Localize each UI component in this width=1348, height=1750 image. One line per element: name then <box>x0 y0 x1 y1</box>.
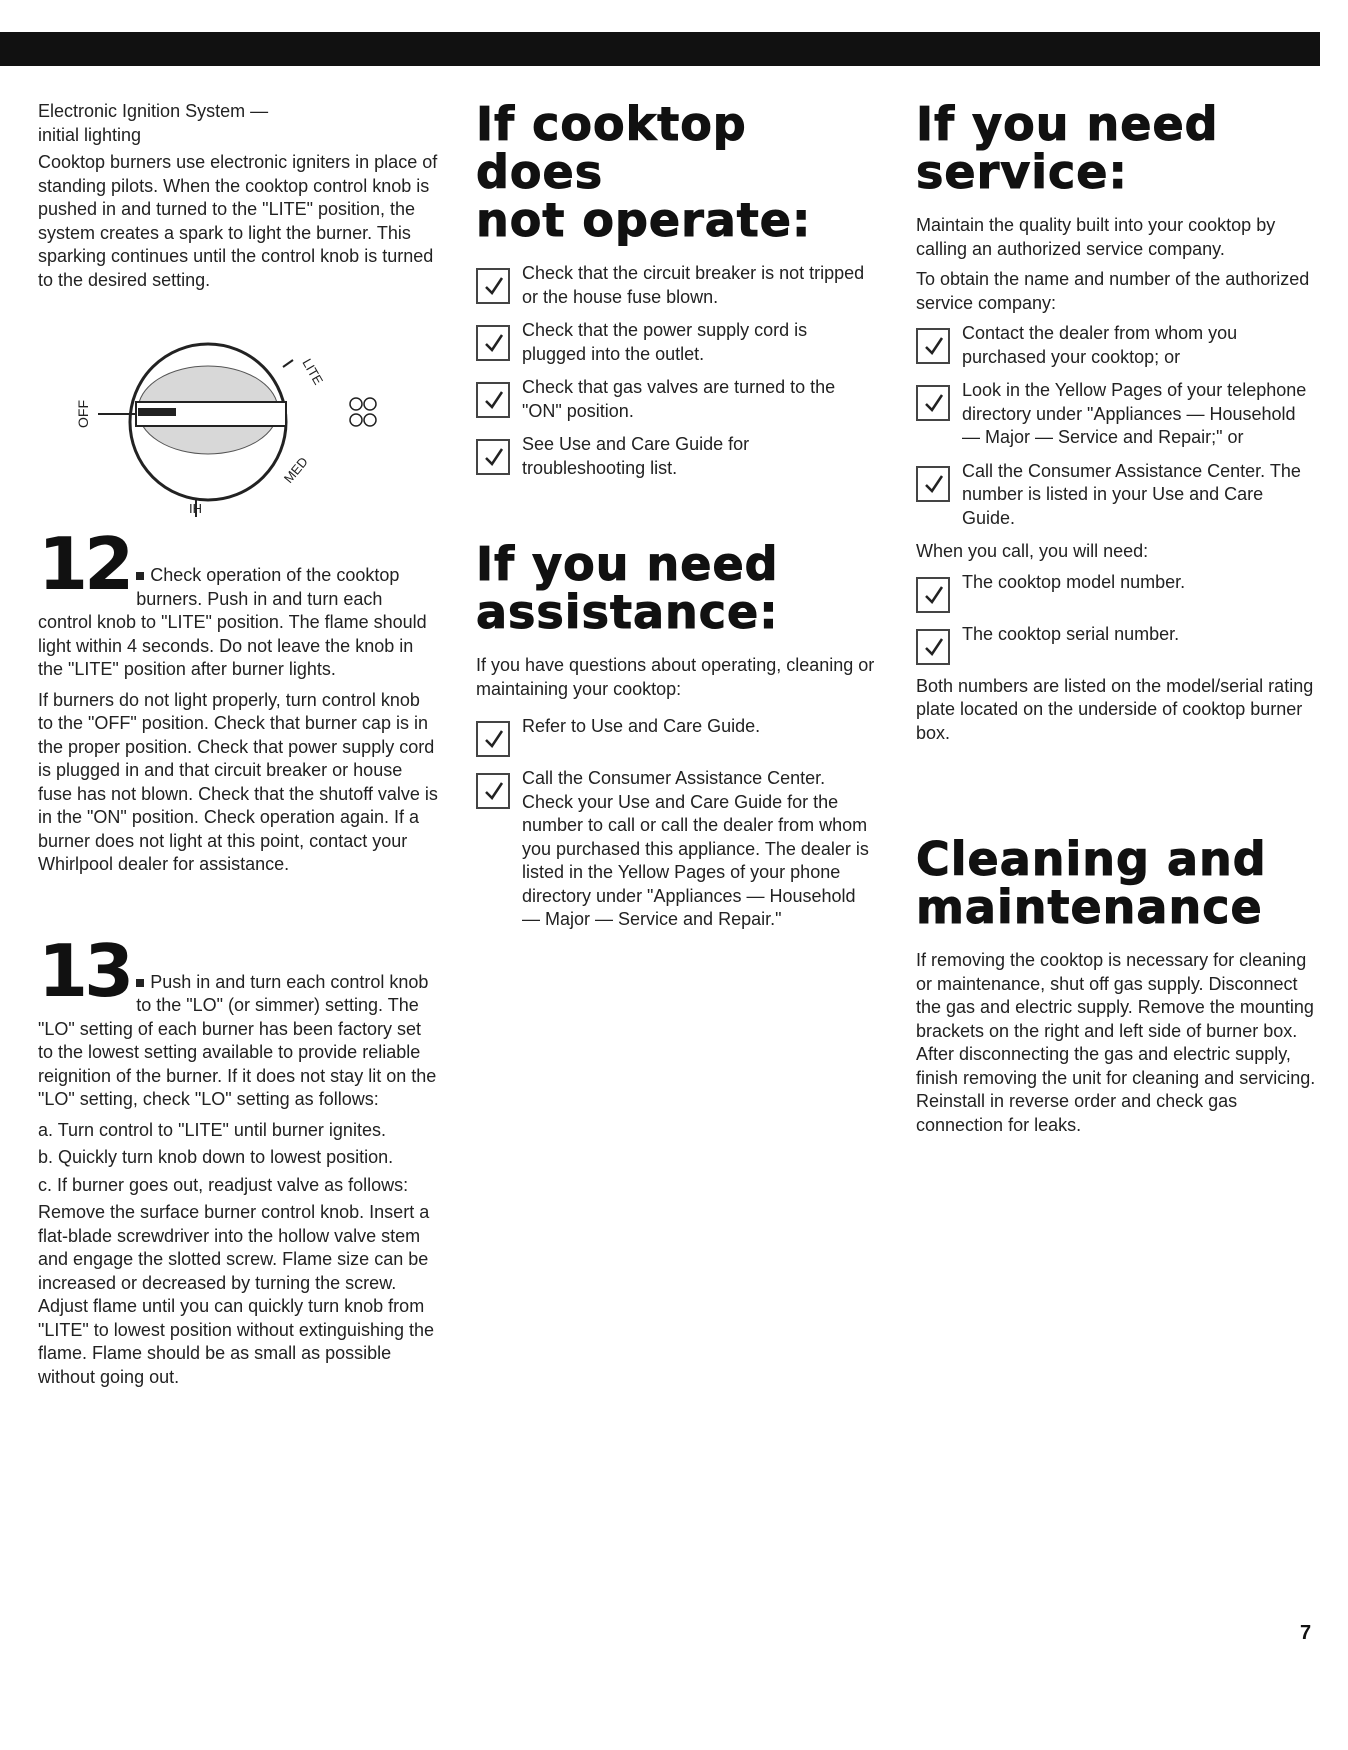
step-12-number: 12 <box>38 522 131 606</box>
not-operate-checklist <box>476 262 876 480</box>
checkmark-icon <box>476 325 510 361</box>
checklist-item <box>916 322 1316 369</box>
checklist-item <box>916 379 1316 450</box>
heading-service <box>916 97 1316 199</box>
step-13-item-c: c. If burner goes out, readjust valve as follows: <box>38 1174 409 1195</box>
heading-not-operate-line2: not operate: <box>476 193 812 247</box>
service-need-checklist <box>916 571 1316 665</box>
ignition-body: Cooktop burners use electronic igniters in place of standing pilots. When the cooktop control knob is pushed in and turned to the "LITE" position, the system creates a spark to light the burner. This sparking continues until the control knob is turned to the desired setting. <box>38 152 438 290</box>
heading-cleaning <box>916 832 1316 934</box>
column-right <box>916 97 1316 1144</box>
page-number: 7 <box>1300 1622 1312 1644</box>
checklist-item <box>916 623 1316 665</box>
heading-not-operate <box>476 97 876 247</box>
heading-assistance <box>476 537 876 639</box>
service-checklist <box>916 322 1316 530</box>
checklist-item <box>916 460 1316 531</box>
checklist-item <box>476 715 876 757</box>
checklist-item <box>476 262 876 309</box>
checklist-item-text: The cooktop serial number. <box>962 623 1180 644</box>
checkmark-icon <box>916 385 950 421</box>
service-para1: Maintain the quality built into your cooktop by calling an authorized service company. <box>916 215 1276 259</box>
heading-assistance-line2: assistance: <box>476 585 779 639</box>
column-middle <box>476 97 876 942</box>
heading-cleaning-line2: maintenance <box>916 880 1263 934</box>
heading-service-line1: If you need <box>916 97 1219 151</box>
checklist-item-text: Check that gas valves are turned to the "ON" position. <box>522 377 836 421</box>
assistance-intro: If you have questions about operating, cleaning or maintaining your cooktop: <box>476 655 875 699</box>
step-bullet <box>136 979 144 987</box>
heading-not-operate-line1: If cooktop does <box>476 97 747 199</box>
column-left <box>38 100 438 1396</box>
checklist-item-text: Call the Consumer Assistance Center. Check your Use and Care Guide for the number to call or call the dealer from whom you purchased this appliance. The dealer is listed in the Yellow Pages of your phone directory under "Appliances — Household — Major — Service and Repair." <box>522 768 869 929</box>
checklist-item <box>476 433 876 480</box>
checklist-item <box>476 376 876 423</box>
checkmark-icon <box>916 629 950 665</box>
checklist-item <box>476 767 876 932</box>
checkmark-icon <box>476 721 510 757</box>
checklist-item-text: Call the Consumer Assistance Center. The number is listed in your Use and Care Guide. <box>962 460 1301 528</box>
service-need-intro: When you call, you will need: <box>916 541 1149 561</box>
step-13 <box>38 928 438 1390</box>
checklist-item-text: The cooktop model number. <box>962 571 1186 592</box>
checklist-item-text: See Use and Care Guide for troubleshooting list. <box>522 434 750 478</box>
knob-label-off: OFF <box>75 400 91 428</box>
checkmark-icon <box>476 268 510 304</box>
checklist-item-text: Check that the power supply cord is plugged into the outlet. <box>522 320 808 364</box>
knob-label-hi: HI <box>189 501 202 516</box>
checklist-item-text: Look in the Yellow Pages of your telephone directory under "Appliances — Household — Major — Service and Repair;" or <box>962 380 1307 447</box>
knob-label-lite: LITE <box>299 356 327 388</box>
checkmark-icon <box>916 328 950 364</box>
step-12-para2: If burners do not light properly, turn control knob to the "OFF" position. Check that burner cap is in the proper position. Check that power supply cord is plugged in and that circuit breaker or house fuse has not blown. Check that the shutoff valve is in the "ON" position. Check operation again. If a burner does not light at this point, contact your Whirlpool dealer for assistance. <box>38 689 438 874</box>
ignition-subtitle-line1: Electronic Ignition System — <box>38 101 269 121</box>
checkmark-icon <box>916 466 950 502</box>
step-12 <box>38 522 438 877</box>
step-13-item-a: a. Turn control to "LITE" until burner ignites. <box>38 1119 386 1140</box>
step-13-para1-text: Push in and turn each control knob to the "LO" (or simmer) setting. The "LO" setting of each burner has been factory set to the lowest setting available to provide reliable reignition of the burner. If it does not stay lit on the "LO" setting, check "LO" setting as follows: <box>38 971 437 1109</box>
step-13-number: 13 <box>38 928 131 1013</box>
ignition-subtitle <box>38 100 438 147</box>
step-12-para1-text: Check operation of the cooktop burners. Push in and turn each control knob to "LITE" position. The flame should light within 4 seconds. Do not leave the knob in the "LITE" position after burner lights. <box>38 565 427 679</box>
cleaning-body: If removing the cooktop is necessary for cleaning or maintenance, shut off gas supply. Disconnect the gas and electric supply. Remove the mounting brackets on the right and left side of burner box. After disconnecting the gas and electric supply, finish removing the unit for cleaning and servicing. Reinstall in reverse order and check gas connection for leaks. <box>916 950 1316 1135</box>
heading-service-line2: service: <box>916 145 1128 199</box>
step-13-item-b: b. Quickly turn knob down to lowest position. <box>38 1147 394 1167</box>
checklist-item <box>476 319 876 366</box>
checkmark-icon <box>476 773 510 809</box>
checkmark-icon <box>476 439 510 475</box>
checklist-item-text: Check that the circuit breaker is not tripped or the house fuse blown. <box>522 263 865 307</box>
checklist-item-text: Contact the dealer from whom you purchased your cooktop; or <box>962 323 1238 367</box>
assistance-checklist <box>476 715 876 932</box>
header-bar <box>0 32 1320 66</box>
ignition-subtitle-line2: initial lighting <box>38 124 142 145</box>
checklist-item <box>916 571 1316 613</box>
step-bullet <box>136 572 144 580</box>
service-para2: To obtain the name and number of the authorized service company: <box>916 269 1310 313</box>
checklist-item-text: Refer to Use and Care Guide. <box>522 716 761 736</box>
step-13-para2: Remove the surface burner control knob. Insert a flat-blade screwdriver into the hollow valve stem and engage the slotted screw. Flame size can be increased or decreased by turning the screw. Adjust flame until you can quickly turn knob from "LITE" to lowest position without extinguishing the flame. Flame should be as small as possible without going out. <box>38 1202 434 1387</box>
checkmark-icon <box>476 382 510 418</box>
knob-label-med: MED <box>280 454 311 486</box>
checkmark-icon <box>916 577 950 613</box>
service-para3: Both numbers are listed on the model/serial rating plate located on the underside of cooktop burner box. <box>916 675 1314 743</box>
heading-assistance-line1: If you need <box>476 537 779 591</box>
control-knob-diagram <box>75 332 398 522</box>
heading-cleaning-line1: Cleaning and <box>916 832 1267 886</box>
